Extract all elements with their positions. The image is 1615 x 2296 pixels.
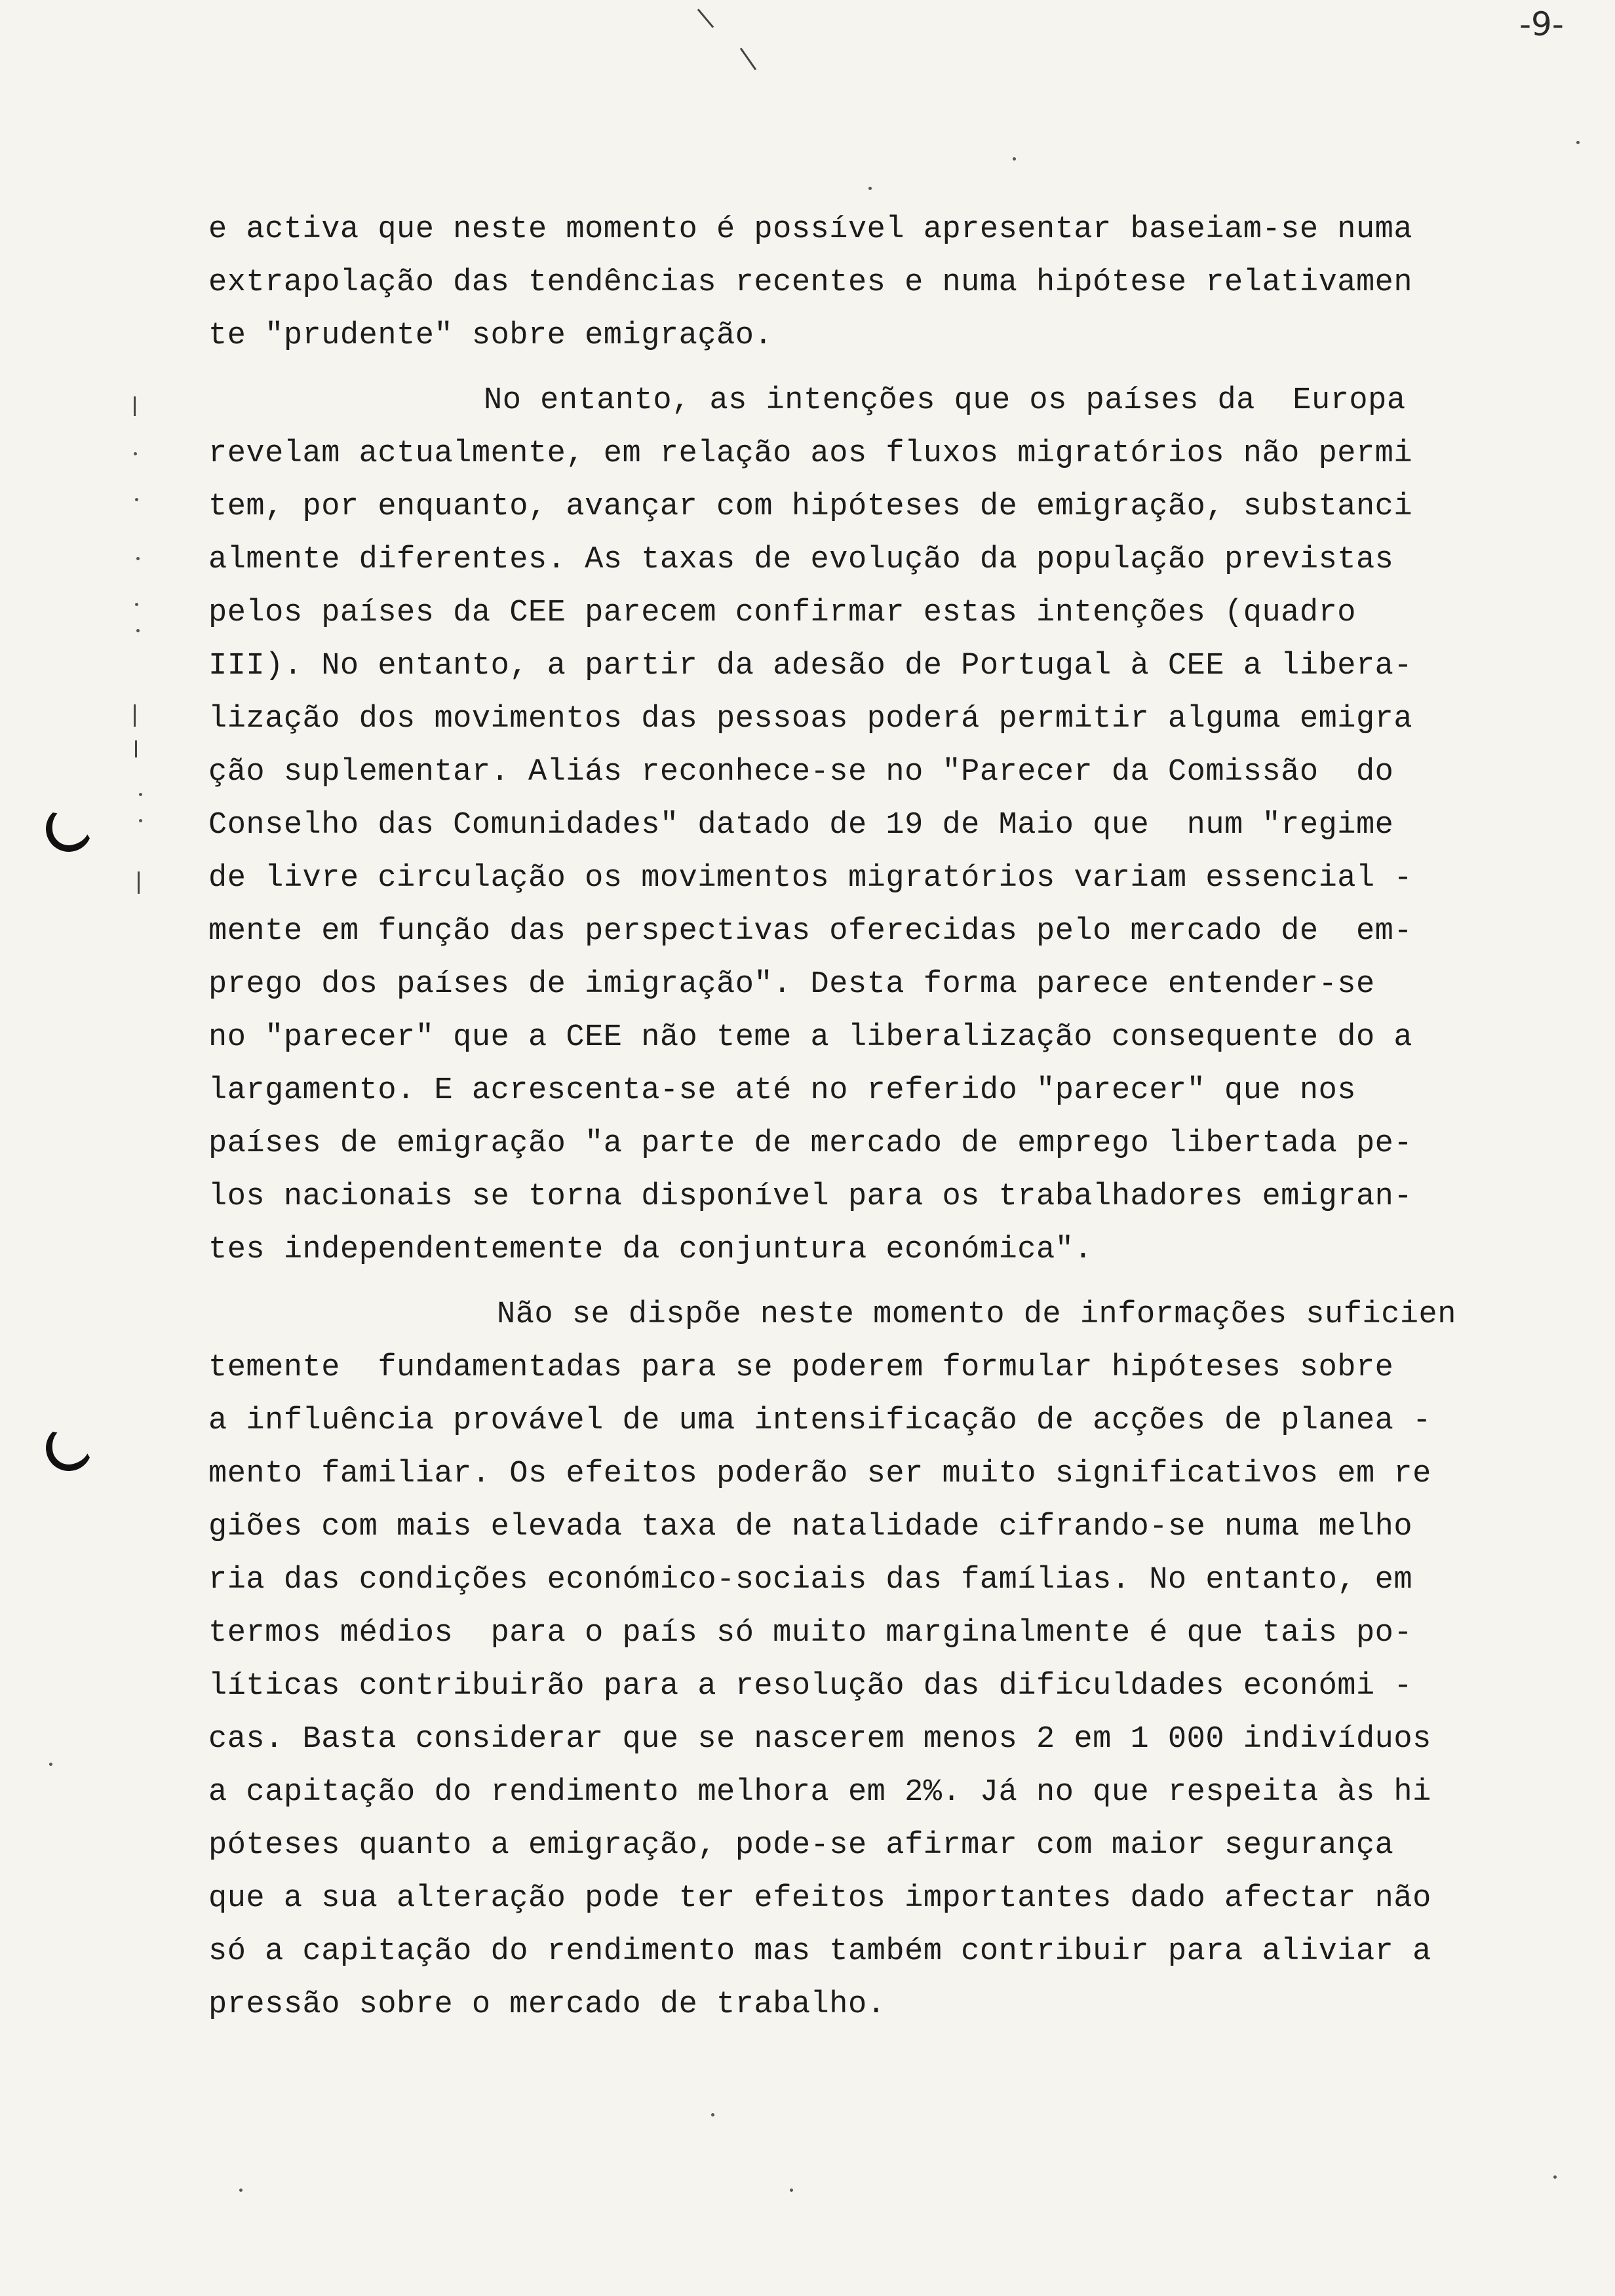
text-line: países de emigração "a parte de mercado de emprego libertada pe- xyxy=(208,1126,1413,1161)
margin-dot xyxy=(136,629,140,632)
text-line: no "parecer" que a CEE não teme a liberalização consequente do a xyxy=(208,1020,1413,1055)
page-number: -9- xyxy=(1519,5,1564,43)
scan-mark xyxy=(740,48,756,70)
text-line: só a capitação do rendimento mas também contribuir para aliviar a xyxy=(208,1934,1431,1969)
margin-dot xyxy=(134,452,137,455)
text-line: que a sua alteração pode ter efeitos importantes dado afectar não xyxy=(208,1881,1431,1916)
text-line: ria das condições económico-sociais das famílias. No entanto, em xyxy=(208,1563,1413,1598)
text-line: mente em função das perspectivas oferecidas pelo mercado de em- xyxy=(208,914,1413,949)
text-line: pressão sobre o mercado de trabalho. xyxy=(208,1987,886,2022)
margin-dot xyxy=(135,603,138,606)
text-line: lização dos movimentos das pessoas poderá permitir alguma emigra xyxy=(208,702,1413,737)
text-line: III). No entanto, a partir da adesão de Portugal à CEE a libera- xyxy=(208,649,1413,683)
text-line: prego dos países de imigração". Desta forma parece entender-se xyxy=(208,967,1375,1002)
margin-dot xyxy=(139,793,142,796)
text-line: No entanto, as intenções que os países da Europa xyxy=(484,383,1406,418)
scan-dot xyxy=(1553,2175,1557,2179)
text-line: giões com mais elevada taxa de natalidade cifrando-se numa melho xyxy=(208,1510,1413,1544)
punch-hole-mark xyxy=(42,802,95,855)
margin-mark xyxy=(134,396,136,416)
text-line: de livre circulação os movimentos migratórios variam essencial - xyxy=(208,861,1413,896)
scan-dot xyxy=(711,2113,714,2116)
text-line: temente fundamentadas para se poderem formular hipóteses sobre xyxy=(208,1350,1394,1385)
text-line: ção suplementar. Aliás reconhece-se no "Parecer da Comissão do xyxy=(208,755,1394,790)
margin-mark xyxy=(134,704,136,727)
text-line: termos médios para o país só muito marginalmente é que tais po- xyxy=(208,1616,1413,1651)
scan-dot xyxy=(239,2189,243,2192)
margin-dot xyxy=(135,498,138,501)
margin-dot xyxy=(139,819,142,822)
text-line: te "prudente" sobre emigração. xyxy=(208,318,773,353)
text-line: cas. Basta considerar que se nascerem menos 2 em 1 000 indivíduos xyxy=(208,1722,1431,1757)
text-line: Não se dispõe neste momento de informações suficien xyxy=(497,1297,1456,1332)
scan-dot xyxy=(790,2189,793,2192)
text-line: pelos países da CEE parecem confirmar estas intenções (quadro xyxy=(208,596,1356,630)
text-line: almente diferentes. As taxas de evolução da população previstas xyxy=(208,543,1394,577)
margin-dot xyxy=(136,557,140,560)
text-line: a capitação do rendimento melhora em 2%. Já no que respeita às hi xyxy=(208,1775,1431,1810)
text-line: extrapolação das tendências recentes e numa hipótese relativamen xyxy=(208,265,1413,300)
text-line: largamento. E acrescenta-se até no referido "parecer" que nos xyxy=(208,1073,1356,1108)
text-line: tes independentemente da conjuntura económica". xyxy=(208,1233,1093,1267)
text-line: a influência provável de uma intensificação de acções de planea - xyxy=(208,1404,1431,1438)
text-line: e activa que neste momento é possível apresentar baseiam-se numa xyxy=(208,212,1413,247)
scan-mark xyxy=(697,9,714,28)
text-line: los nacionais se torna disponível para os trabalhadores emigran- xyxy=(208,1179,1413,1214)
text-line: Conselho das Comunidades" datado de 19 de Maio que num "regime xyxy=(208,808,1394,843)
scan-dot xyxy=(1576,141,1580,144)
document-body xyxy=(208,203,1552,2031)
text-line: mento familiar. Os efeitos poderão ser muito significativos em re xyxy=(208,1457,1431,1491)
text-line: tem, por enquanto, avançar com hipóteses de emigração, substanci xyxy=(208,489,1413,524)
margin-mark xyxy=(135,740,137,757)
text-line: líticas contribuirão para a resolução das dificuldades económi - xyxy=(208,1669,1413,1704)
margin-mark xyxy=(138,871,140,894)
text-line: revelam actualmente, em relação aos fluxos migratórios não permi xyxy=(208,436,1413,471)
text-line: póteses quanto a emigração, pode-se afirmar com maior segurança xyxy=(208,1828,1394,1863)
scan-dot xyxy=(868,187,872,190)
scan-dot xyxy=(49,1763,52,1766)
punch-hole-mark xyxy=(42,1421,95,1474)
scan-dot xyxy=(1013,157,1016,161)
